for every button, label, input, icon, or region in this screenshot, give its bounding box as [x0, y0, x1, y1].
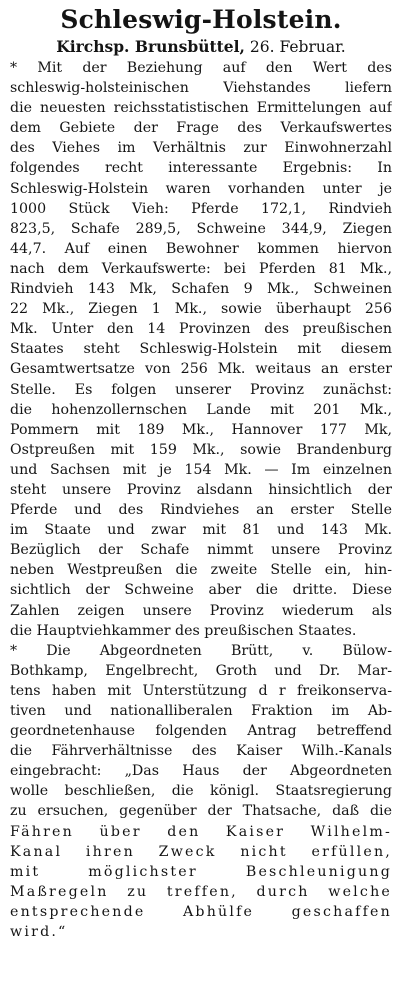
article-line: 22 Mk., Ziegen 1 Mk., sowie überhaupt 256: [10, 301, 392, 318]
article-line: tiven und nationalliberalen Fraktion im Ab-: [10, 703, 392, 719]
article-line: steht unsere Provinz alsdann hinsichtlich der: [10, 481, 392, 498]
article-line: Staates steht Schleswig-Holstein mit diesem: [10, 341, 392, 358]
article-line: des Viehes im Verhältnis zur Einwohnerzahl: [10, 140, 392, 157]
article-line: tens haben mit Unterstützung d r freikonserva-: [10, 682, 392, 699]
article-line: Mk. Unter den 14 Provinzen des preußischen: [10, 321, 392, 338]
article-line: sichtlich der Schweine aber die dritte. Diese: [10, 582, 392, 599]
headline: Schleswig-Holstein.: [60, 5, 342, 34]
article-line: eingebracht: „Das Haus der Abgeordneten: [10, 763, 392, 780]
paragraph-livestock-value: [10, 58, 392, 641]
article-body: [10, 58, 392, 942]
article-line: die hohenzollernschen Lande mit 201 Mk.,: [10, 401, 392, 418]
dateline-place: Kirchsp. Brunsbüttel,: [56, 37, 245, 56]
article-line: Stelle. Es folgen unserer Provinz zunächst:: [10, 381, 392, 398]
article-line: die neuesten reichsstatistischen Ermittelungen auf: [10, 100, 392, 117]
article-line: wird.“: [10, 924, 68, 941]
article-line: Bezüglich der Schafe nimmt unsere Provinz: [10, 542, 392, 559]
article-line: Fähren über den Kaiser Wilhelm-: [10, 823, 392, 840]
article-line: * Mit der Beziehung auf den Wert des: [10, 60, 392, 76]
article-line: 1000 Stück Vieh: Pferde 172,1, Rindvieh: [10, 200, 392, 217]
article-line: Pommern mit 189 Mk., Hannover 177 Mk,: [10, 421, 392, 438]
article-line: folgendes recht interessante Ergebnis: In: [10, 160, 392, 177]
article-line: entsprechende Abhülfe geschaffen: [10, 903, 392, 920]
article-line: wolle beschließen, die königl. Staatsregierung: [10, 783, 392, 800]
article-line: und Sachsen mit je 154 Mk. — Im einzelnen: [10, 461, 392, 478]
dateline: [10, 37, 392, 57]
article-line: geordnetenhause folgenden Antrag betreffend: [10, 723, 392, 740]
article-line: Schleswig-Holstein waren vorhanden unter je: [10, 180, 392, 197]
article-line: Kanal ihren Zweck nicht erfüllen,: [10, 843, 392, 860]
article-line: die Hauptviehkammer des preußischen Staates.: [10, 622, 357, 639]
article-line: Zahlen zeigen unsere Provinz wiederum als: [10, 602, 392, 619]
article-line: Maßregeln zu treffen, durch welche: [10, 883, 392, 900]
article-line: Gesamtwertsatze von 256 Mk. weitaus an erster: [10, 361, 392, 378]
article-line: Pferde und des Rindviehes an erster Stelle: [10, 502, 392, 519]
article-line: dem Gebiete der Frage des Verkaufswertes: [10, 120, 392, 137]
article-line: zu ersuchen, gegenüber der Thatsache, daß die: [10, 803, 392, 820]
article-line: 44,7. Auf einen Bewohner kommen hiervon: [10, 240, 392, 257]
article-line: Bothkamp, Engelbrecht, Groth und Dr. Mar-: [10, 662, 392, 679]
article-line: im Staate und zwar mit 81 und 143 Mk.: [10, 522, 392, 539]
article-line: mit möglichster Beschleunigung: [10, 863, 392, 880]
article-line: 823,5, Schafe 289,5, Schweine 344,9, Ziegen: [10, 220, 392, 237]
article-line: * Die Abgeordneten Brütt, v. Bülow-: [10, 642, 392, 659]
dateline-date: 26. Februar.: [249, 38, 346, 56]
article-line: die Fährverhältnisse des Kaiser Wilh.-Kanals: [10, 743, 392, 760]
article-line: schleswig-holsteinischen Viehstandes liefern: [10, 80, 392, 97]
article-line: Rindvieh 143 Mk, Schafen 9 Mk., Schweinen: [10, 281, 392, 298]
article-line: neben Westpreußen die zweite Stelle ein, hin-: [10, 562, 392, 579]
article-line: nach dem Verkaufswerte: bei Pferden 81 Mk.,: [10, 260, 392, 277]
paragraph-ferry-motion: [10, 641, 392, 942]
article-line: Ostpreußen mit 159 Mk., sowie Brandenburg: [10, 441, 392, 458]
